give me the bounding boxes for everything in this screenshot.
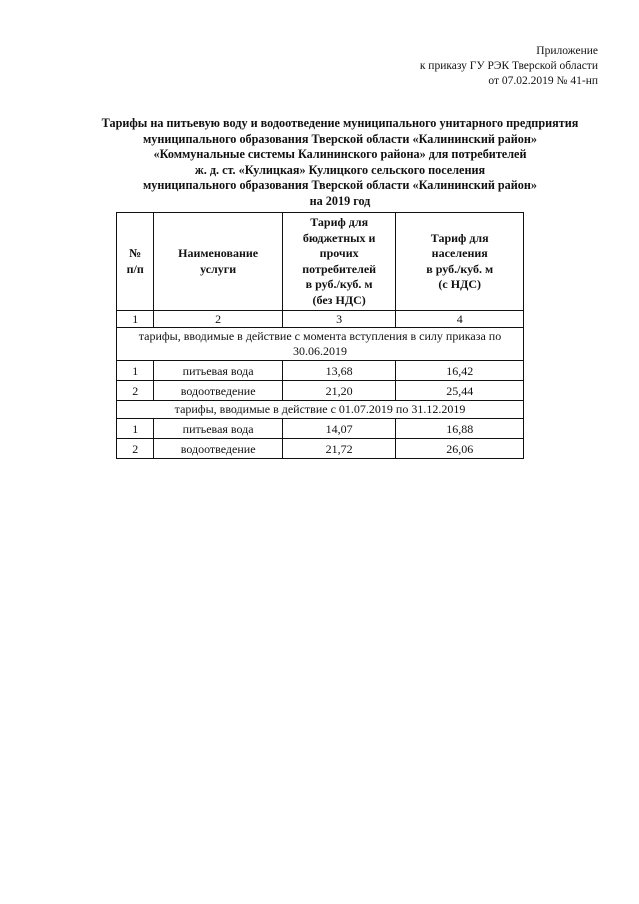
table-row	[117, 419, 524, 439]
row-num: 1	[117, 361, 154, 381]
title-line-4: ж. д. ст. «Кулицкая» Кулицкого сельского поселения	[194, 162, 486, 177]
service-name: водоотведение	[154, 381, 282, 401]
period-label: тарифы, вводимые в действие с момента вступления в силу приказа по 30.06.2019	[117, 328, 524, 361]
title-line-1: Тарифы на питьевую воду и водоотведение муниципального унитарного предприятия	[101, 116, 579, 130]
header-population-tariff: Тариф для населения в руб./куб. м (с НДС)	[396, 213, 524, 311]
period-row	[117, 328, 524, 361]
column-index: 2	[154, 311, 282, 328]
table-header-row	[117, 213, 524, 311]
title-line-2: муниципального образования Тверской области «Калининский район»	[142, 131, 538, 146]
tariff-table	[116, 212, 524, 459]
budget-tariff: 13,68	[282, 361, 396, 381]
population-tariff: 26,06	[396, 439, 524, 459]
budget-tariff: 14,07	[282, 419, 396, 439]
service-name: питьевая вода	[154, 361, 282, 381]
budget-tariff: 21,20	[282, 381, 396, 401]
table-row	[117, 361, 524, 381]
budget-tariff: 21,72	[282, 439, 396, 459]
row-num: 2	[117, 381, 154, 401]
header-budget-tariff: Тариф для бюджетных и прочих потребителей в руб./куб. м (без НДС)	[282, 213, 396, 311]
column-index: 3	[282, 311, 396, 328]
population-tariff: 16,88	[396, 419, 524, 439]
header-num: № п/п	[117, 213, 154, 311]
service-name: питьевая вода	[154, 419, 282, 439]
table-row	[117, 439, 524, 459]
title-line-6: на 2019 год	[309, 193, 371, 208]
header-service-name: Наименование услуги	[154, 213, 282, 311]
annex-note	[420, 44, 598, 89]
period-row	[117, 401, 524, 419]
population-tariff: 25,44	[396, 381, 524, 401]
column-index: 4	[396, 311, 524, 328]
annex-label: Приложение	[536, 45, 598, 57]
row-num: 1	[117, 419, 154, 439]
table-row	[117, 381, 524, 401]
row-num: 2	[117, 439, 154, 459]
annex-order-date: от 07.02.2019 № 41-нп	[488, 75, 598, 87]
period-label: тарифы, вводимые в действие с 01.07.2019 по 31.12.2019	[117, 401, 524, 419]
document-title	[70, 116, 610, 210]
column-index-row	[117, 311, 524, 328]
annex-order-ref: к приказу ГУ РЭК Тверской области	[419, 60, 598, 72]
service-name: водоотведение	[154, 439, 282, 459]
title-line-3: «Коммунальные системы Калининского района» для потребителей	[153, 147, 527, 162]
column-index: 1	[117, 311, 154, 328]
title-line-5: муниципального образования Тверской области «Калининский район»	[142, 178, 538, 193]
population-tariff: 16,42	[396, 361, 524, 381]
